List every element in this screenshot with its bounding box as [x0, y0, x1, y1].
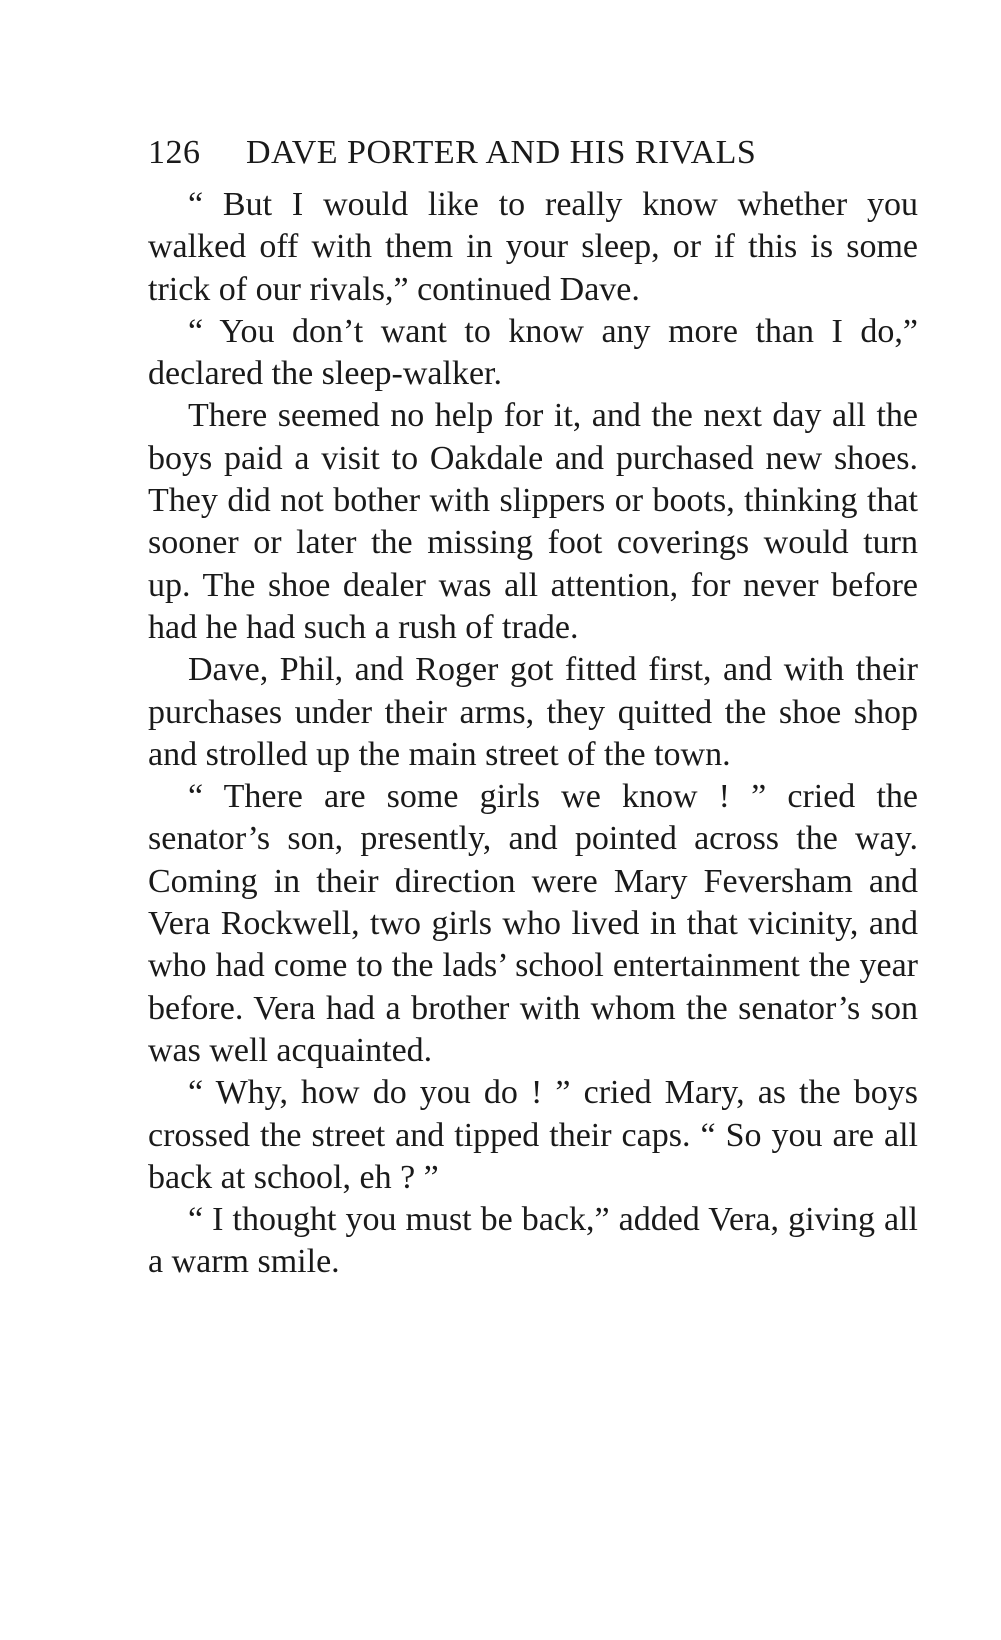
page-number: 126 — [148, 134, 201, 171]
book-page — [148, 128, 918, 1284]
paragraph: Dave, Phil, and Roger got fitted first, and with their purchases under their arms, they quitted the shoe shop and strolled up the main street of the town. — [148, 651, 918, 773]
body-text — [148, 184, 918, 1284]
paragraph: “ You don’t want to know any more than I do,” declared the sleep-walker. — [148, 312, 918, 393]
paragraph: “ But I would like to really know whether you walked off with them in your sleep, or if this is some trick of our rivals,” continued Dave. — [148, 186, 918, 308]
running-head — [148, 128, 918, 178]
paragraph: “ I thought you must be back,” added Vera, giving all a warm smile. — [148, 1201, 918, 1281]
book-title: DAVE PORTER AND HIS RIVALS — [246, 134, 757, 171]
paragraph: “ Why, how do you do ! ” cried Mary, as the boys crossed the street and tipped their caps. “ So you are all back at school, eh ? ” — [148, 1074, 918, 1196]
paragraph: There seemed no help for it, and the next day all the boys paid a visit to Oakdale and purchased new shoes. They did not bother with slippers or boots, thinking that sooner or later the missing foot coverings would turn up. The shoe dealer was all attention, for never before had he had such a rush of trade. — [148, 397, 918, 646]
paragraph: “ There are some girls we know ! ” cried the senator’s son, presently, and pointed across the way. Coming in their direction were Mary Feversham and Vera Rockwell, two girls who lived in that vicinity, and who had come to the lads’ school entertainment the year before. Vera had a brother with whom the senator’s son was well acquainted. — [148, 778, 918, 1069]
